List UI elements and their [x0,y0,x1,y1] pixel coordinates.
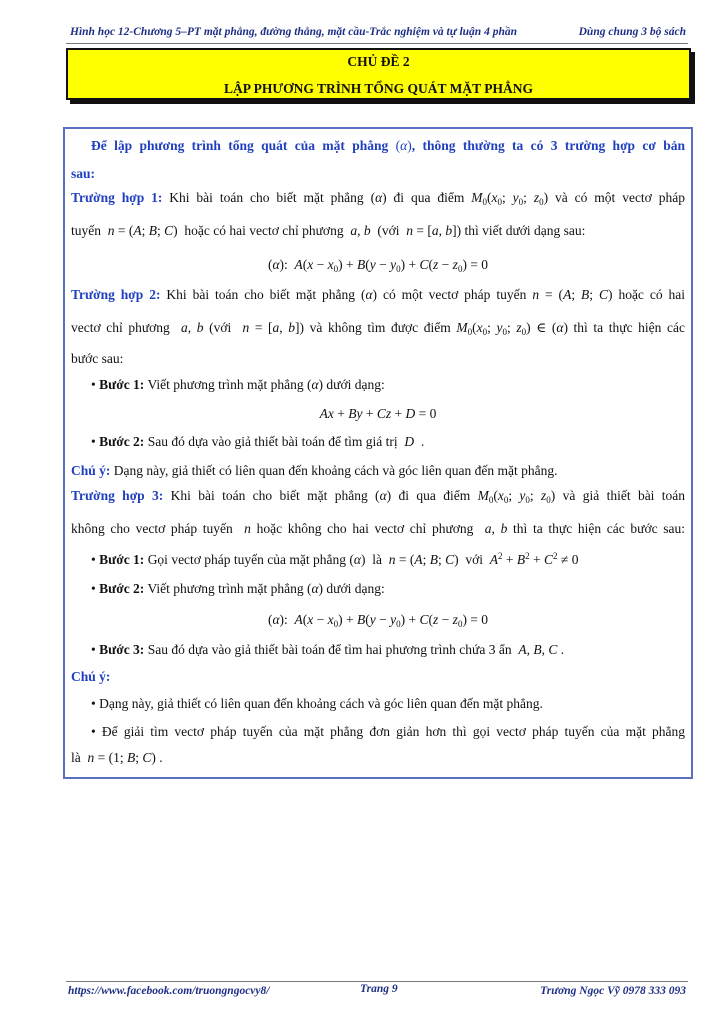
case2-line-3: bước sau: [71,351,124,366]
case3-formula: (α): $A(x - x_0) + B(y - y_0) + C(z - z_0) = 0$ [267,612,489,629]
case3-step2: • Bước 2: Viết phương trình mặt phẳng (α) dưới dạng: [91,581,385,596]
topic-title: LẬP PHƯƠNG TRÌNH TỔNG QUÁT MẶT PHẲNG [223,81,534,96]
footer-divider [66,981,688,982]
topic-number: CHỦ ĐỀ 2 [347,54,410,69]
page-header [70,26,686,42]
note-label: Chú ý: [71,669,111,684]
case2-label: Trường hợp 2: [71,287,161,302]
case1-line-1: Trường hợp 1: Khi bài toán cho biết mặt phẳng (α) đi qua điểm $M_0(x_0$; $y_0$; $z_0$) và có một vectơ pháp [71,190,685,207]
header-divider [66,43,688,44]
header-left-text: Hình học 12-Chương 5–PT mặt phẳng, đường thẳng, mặt cầu-Trắc nghiệm và tự luận 4 phần [70,26,517,38]
note2-line-2: là n = (1; B; C) . [71,750,163,765]
note1: • Dạng này, giả thiết có liên quan đến khoảng cách và góc liên quan đến mặt phẳng. [91,696,543,711]
case2-step1: • Bước 1: Viết phương trình mặt phẳng (α) dưới dạng: [91,377,385,392]
case3-label: Trường hợp 3: [71,488,164,503]
case2-line-1: Trường hợp 2: Khi bài toán cho biết mặt phẳng (α) có một vectơ pháp tuyến n = (A; B; C) hoặc có hai [71,287,686,302]
case1-line-2: tuyến n = (A; B; C) hoặc có hai vectơ chỉ phương a, b (với n = [a, b]) thì viết dưới dạng sau: [71,223,586,238]
case2-note: Chú ý: Dạng này, giả thiết có liên quan đến khoảng cách và góc liên quan đến mặt phẳng. [71,463,558,478]
footer-author: Trương Ngọc Vỹ 0978 333 093 [540,985,686,997]
intro-line-1: Để lập phương trình tổng quát của mặt phẳng (α), thông thường ta có 3 trường hợp cơ bản [91,138,686,153]
case3-line-1: Trường hợp 3: Khi bài toán cho biết mặt phẳng (α) đi qua điểm $M_0(x_0$; $y_0$; $z_0$) và giả thiết bài toán [71,488,686,505]
case2-step2: • Bước 2: Sau đó dựa vào giả thiết bài toán để tìm giá trị D . [91,434,425,449]
topic-title-box [66,48,691,100]
content-box [63,127,693,779]
case2-formula: Ax + By + Cz + D = 0 [319,406,437,421]
case2-line-2: vectơ chỉ phương a, b (với n = [a, b]) và không tìm được điểm $M_0(x_0$; $y_0$; $z_0$) ∈ (α) thì ta thực hiện các [71,320,686,337]
case3-line-2: không cho vectơ pháp tuyến n hoặc không cho hai vectơ chỉ phương a, b thì ta thực hiện các bước sau: [71,521,686,536]
page-number: Trang 9 [360,983,398,995]
footer-link[interactable]: https://www.facebook.com/truongngocvy8/ [68,985,270,997]
case3-step3: • Bước 3: Sau đó dựa vào giả thiết bài toán để tìm hai phương trình chứa 3 ẩn A, B, C . [91,642,565,657]
header-right-text: Dùng chung 3 bộ sách [578,26,686,38]
note1-text: Dạng này, giả thiết có liên quan đến khoảng cách và góc liên quan đến mặt phẳng. [99,696,543,711]
case3-step1: • Bước 1: Gọi vectơ pháp tuyến của mặt phẳng (α) là n = (A; B; C) với $A^2 + B^2 + C^2 \ne 0$ [91,551,579,567]
case1-label: Trường hợp 1: [71,190,163,205]
note2-line-1: • Để giải tìm vectơ pháp tuyến của mặt phẳng đơn giản hơn thì gọi vectơ pháp tuyến của mặt phẳng [91,724,685,739]
case1-formula: (α): $A(x - x_0) + B(y - y_0) + C(z - z_0) = 0$ [267,257,489,274]
intro-line-2: sau: [71,166,96,181]
